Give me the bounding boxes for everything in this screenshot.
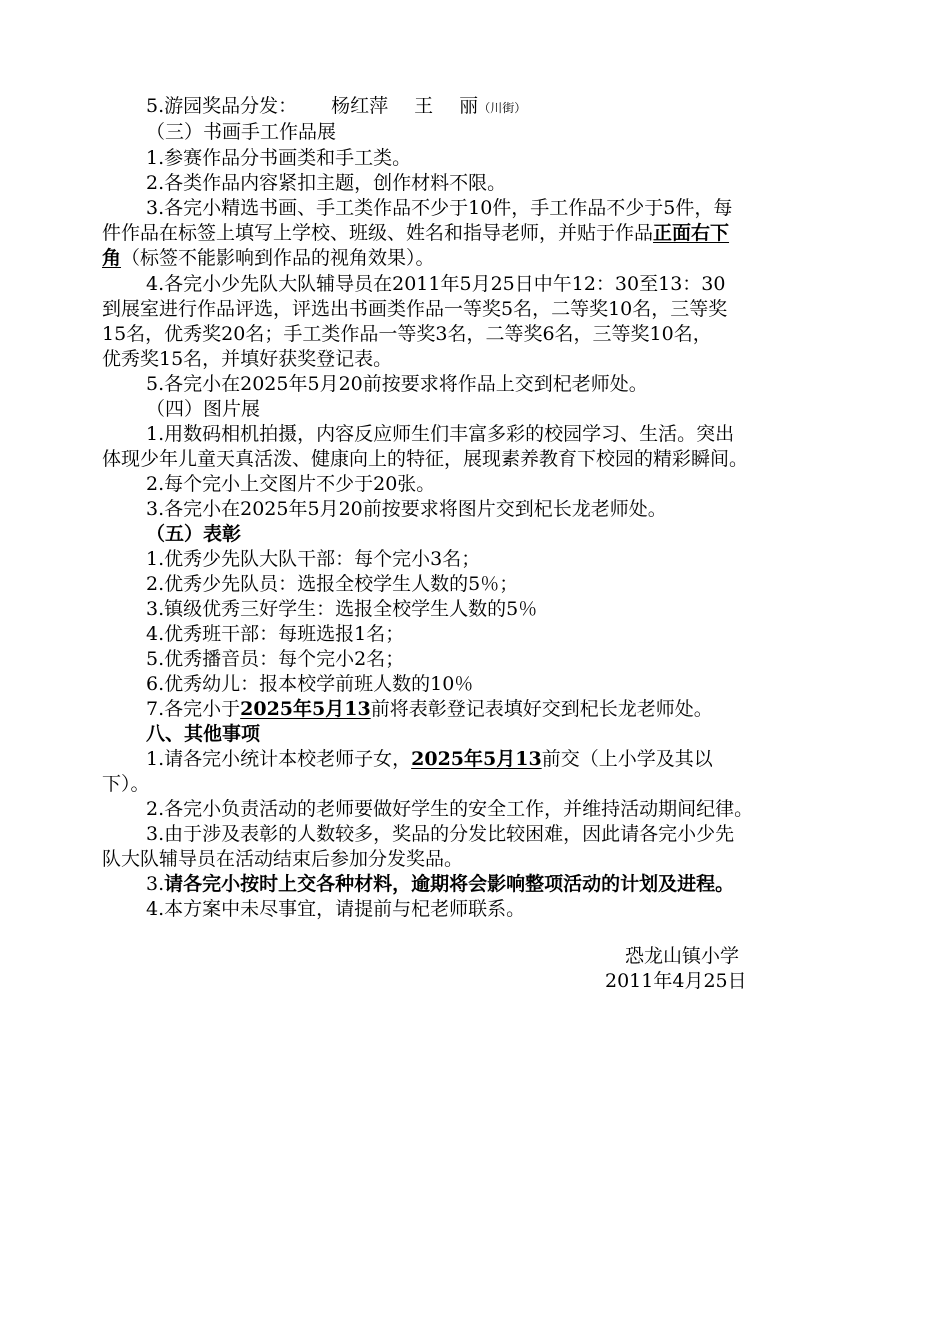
- paragraph-line: 下）。: [102, 773, 150, 795]
- paragraph-line: 2.各类作品内容紧扣主题，创作材料不限。: [146, 172, 507, 194]
- signature-organization: 恐龙山镇小学: [625, 945, 740, 967]
- list-item: 2.优秀少先队员：选报全校学生人数的5％；: [146, 573, 519, 595]
- list-item: 1.优秀少先队大队干部：每个完小3名；: [146, 548, 481, 570]
- list-item: 3.请各完小按时上交各种材料，逾期将会影响整项活动的计划及进程。: [146, 873, 735, 895]
- paragraph-line: 1.用数码相机拍摄，内容反应师生们丰富多彩的校园学习、生活。突出: [146, 423, 735, 445]
- paragraph-line: 队大队辅导员在活动结束后参加分发奖品。: [102, 848, 464, 870]
- list-item: 6.优秀幼儿：报本校学前班人数的10％: [146, 673, 474, 695]
- section-heading-photo-exhibition: （四）图片展: [146, 398, 261, 420]
- emphasis-text: 请各完小按时上交各种材料，逾期将会影响整项活动的计划及进程。: [164, 873, 735, 895]
- signature-date: 2011年4月25日: [605, 970, 747, 992]
- list-item: 3.由于涉及表彰的人数较多，奖品的分发比较困难，因此请各完小少先: [146, 823, 735, 845]
- list-item: 5.优秀播音员：每个完小2名；: [146, 648, 405, 670]
- paragraph-line: 优秀奖15名，并填好获奖登记表。: [102, 348, 393, 370]
- list-item: 2.各完小负责活动的老师要做好学生的安全工作，并维持活动期间纪律。: [146, 798, 754, 820]
- section-heading-commendation: （五）表彰: [146, 523, 242, 545]
- list-item: 3.镇级优秀三好学生：选报全校学生人数的5％: [146, 598, 538, 620]
- paragraph-line: 4.各完小少先队大队辅导员在2011年5月25日中午12：30至13：30: [146, 273, 726, 295]
- list-item: 1.请各完小统计本校老师子女，2025年5月13前交（上小学及其以: [146, 748, 713, 770]
- paragraph-line: 件作品在标签上填写上学校、班级、姓名和指导老师，并贴于作品正面右下: [102, 222, 730, 244]
- paragraph-line: 1.参赛作品分书画类和手工类。: [146, 147, 412, 169]
- section-heading-art-exhibition: （三）书画手工作品展: [146, 121, 337, 143]
- list-item: 7.各完小于2025年5月13前将表彰登记表填好交到杞长龙老师处。: [146, 698, 713, 720]
- paragraph-line: 体现少年儿童天真活泼、健康向上的特征，展现素养教育下校园的精彩瞬间。: [102, 448, 749, 470]
- item-prize-distribution: 5.游园奖品分发： 杨红萍 王 丽（川街）: [146, 95, 527, 117]
- deadline-date: 2025年5月13: [411, 748, 542, 770]
- paragraph-line: 15名，优秀奖20名；手工类作品一等奖3名，二等奖6名，三等奖10名，: [102, 323, 712, 345]
- paragraph-line: 3.各完小在2025年5月20前按要求将图片交到杞长龙老师处。: [146, 498, 667, 520]
- list-item: 4.本方案中未尽事宜，请提前与杞老师联系。: [146, 898, 526, 920]
- paragraph-line: 5.各完小在2025年5月20前按要求将作品上交到杞老师处。: [146, 373, 648, 395]
- section-heading-other-matters: 八、其他事项: [146, 723, 261, 745]
- paragraph-line: 3.各完小精选书画、手工类作品不少于10件，手工作品不少于5件，每: [146, 197, 733, 219]
- paragraph-line: 角（标签不能影响到作品的视角效果）。: [102, 247, 435, 269]
- paragraph-line: 到展室进行作品评选，评选出书画类作品一等奖5名，二等奖10名，三等奖: [102, 298, 728, 320]
- list-item: 4.优秀班干部：每班选报1名；: [146, 623, 405, 645]
- deadline-date: 2025年5月13: [240, 698, 371, 720]
- emphasis-text: 角: [102, 247, 122, 269]
- paragraph-line: 2.每个完小上交图片不少于20张。: [146, 473, 436, 495]
- emphasis-text: 正面右下: [653, 222, 730, 244]
